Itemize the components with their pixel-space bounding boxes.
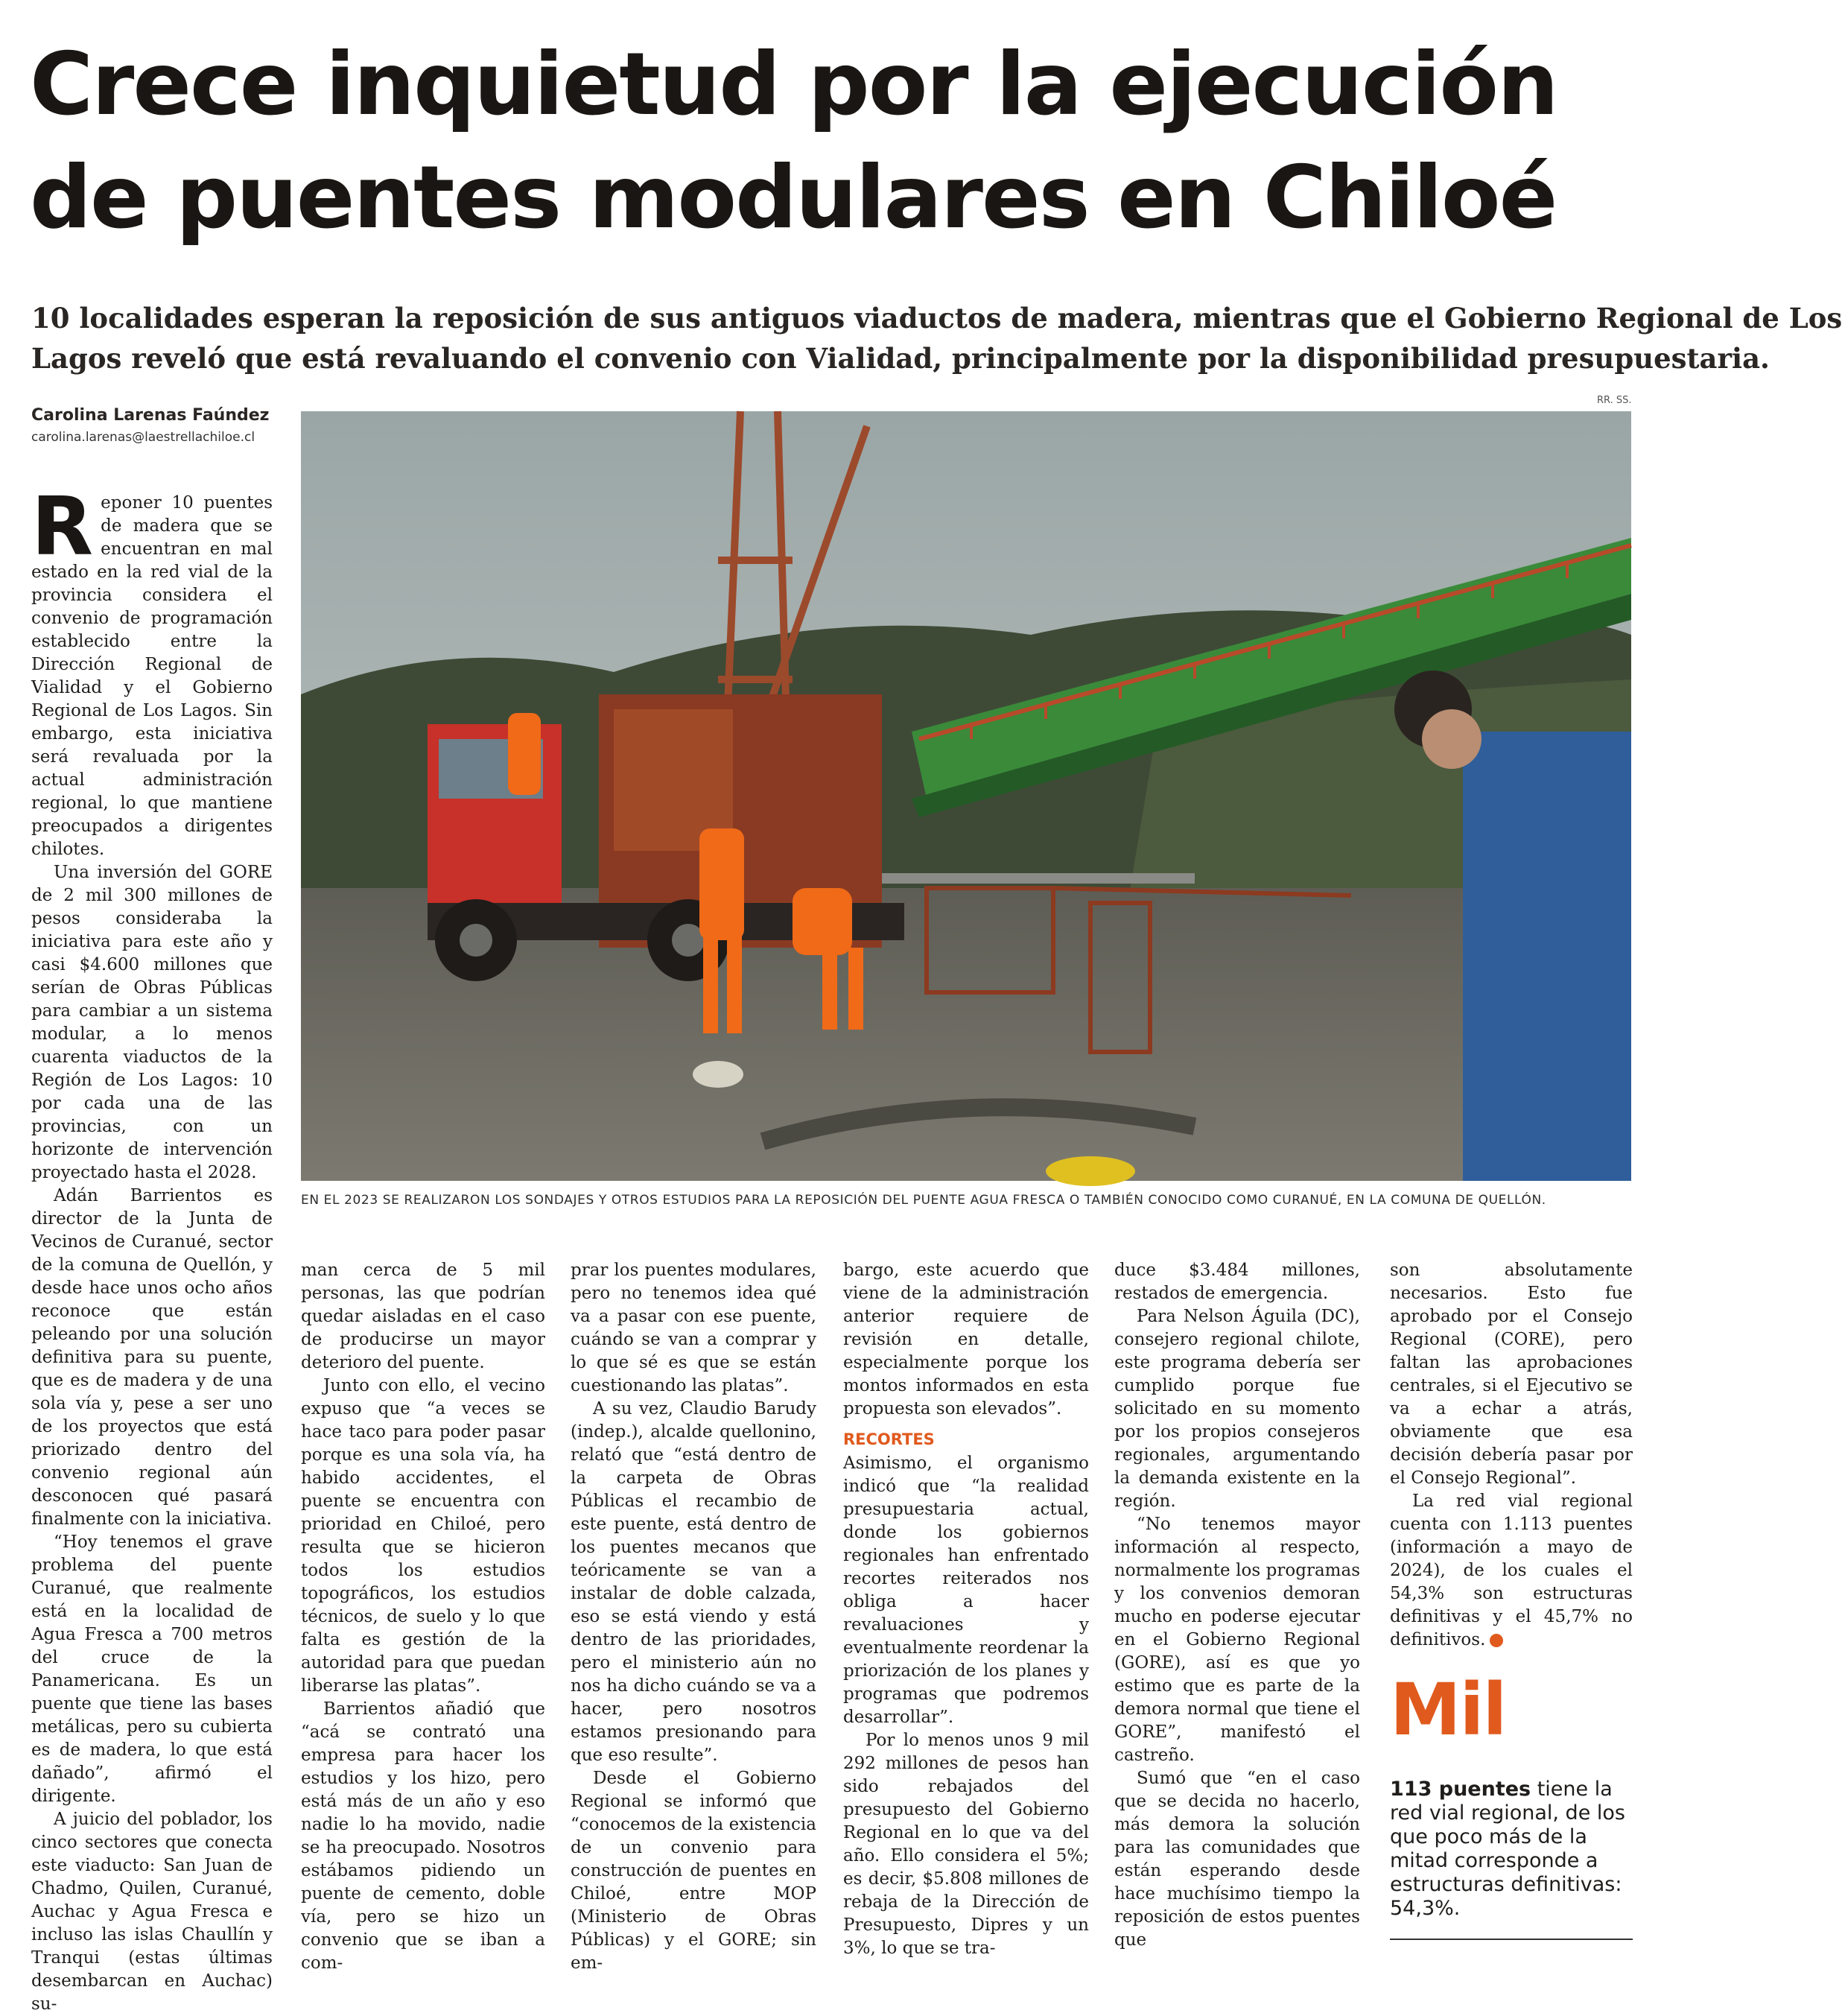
paragraph: duce $3.484 millones, restados de emergencia. [1114, 1261, 1360, 1303]
section-subhead: RECORTES [843, 1430, 935, 1448]
fact-box [1390, 1669, 1633, 1940]
paragraph: Desde el Gobierno Regional se informó que “conocemos de la existencia de un convenio para construcción de puentes en Chiloé, entre MOP (Ministerio de Obras Públicas) y el GORE; sin em- [571, 1769, 816, 1973]
headline-line-1: Crece inquietud por la ejecución [30, 34, 1557, 135]
paragraph: “Hoy tenemos el grave problema del puente Curanué, que realmente está en la localidad de Agua Fresca a 700 metros del cruce de la Panamericana. Es un puente que tiene las bases metálicas, pero su cubierta es de madera, lo que está dañado”, afirmó el dirigente. [31, 1532, 273, 1806]
paragraph: Asimismo, el organismo indicó que “la realidad presupuestaria actual, donde los gobiernos regionales han enfrentado recortes reiterados nos obliga a hacer revaluaciones y eventualmente reordenar la priorización de los planes y programas que podremos desarrollar”. [843, 1454, 1089, 1727]
fact-box-text: 113 puentes tiene la red vial regional, de los que poco más de la mitad corresponde a estructuras definitivas: 54,3%. [1390, 1778, 1625, 1920]
drop-cap: R [31, 481, 94, 574]
paragraph: bargo, este acuerdo que viene de la administración anterior requiere de revisión en detalle, especialmente porque los montos informados en esta propuesta son elevados”. [843, 1261, 1089, 1419]
article-column-5 [1114, 1259, 1360, 1952]
divider [1390, 1939, 1633, 1940]
fact-box-bold: 113 puentes [1390, 1778, 1531, 1801]
deck-subtitle [31, 298, 1842, 378]
paragraph: son absolutamente necesarios. Esto fue aprobado por el Consejo Regional (CORE), pero faltan las aprobaciones centrales, si el Ejecutivo se va a echar a atrás, obviamente que esa decisión debería pasar por el Consejo Regional”. [1390, 1261, 1633, 1488]
author-email: carolina.larenas@laestrellachiloe.cl [31, 430, 255, 445]
paragraph: prar los puentes modulares, pero no tenemos idea qué va a pasar con ese puente, cuándo se van a comprar y lo que sé es que se están cuestionando las platas”. [571, 1261, 816, 1395]
author-name: Carolina Larenas Faúndez [31, 406, 270, 425]
photo-caption: EN EL 2023 SE REALIZARON LOS SONDAJES Y OTROS ESTUDIOS PARA LA REPOSICIÓN DEL PUENTE AGUA FRESCA O TAMBIÉN CONOCIDO COMO CURANUÉ, EN LA COMUNA DE QUELLÓN. [301, 1193, 1546, 1208]
deck-line-2: Lagos reveló que está revaluando el convenio con Vialidad, principalmente por la disponibilidad presupuestaria. [31, 342, 1770, 375]
article-column-1 [31, 481, 273, 2016]
main-photo [301, 411, 1631, 1181]
paragraph: Barrientos añadió que “acá se contrató una empresa para hacer los estudios y los hizo, pero está más de un año y eso nadie lo ha movido, nadie se ha preocupado. Nosotros estábamos pidiendo un puente de cemento, doble vía, pero se hizo un convenio que se iban a com- [301, 1699, 545, 1973]
headline-line-2: de puentes modulares en Chiloé [30, 148, 1557, 248]
end-of-article-icon: ✪ [1490, 1634, 1503, 1647]
paragraph: Sumó que “en el caso que se decida no hacerlo, más demora la solución para las comunidades que están esperando desde hace muchísimo tiempo la reposición de estos puentes que [1114, 1769, 1360, 1950]
article-column-4 [843, 1259, 1089, 1960]
fact-box-figure: Mil [1390, 1668, 1506, 1752]
paragraph: A su vez, Claudio Barudy (indep.), alcalde quellonino, relató que “está dentro de la carpeta de Obras Públicas el recambio de este puente, está dentro de los puentes mecanos que teóricamente se van a instalar de doble calzada, eso se está viendo y está dentro de las prioridades, pero el ministerio aún no nos ha dicho cuándo se va a hacer, pero nosotros estamos presionando para que eso resulte”. [571, 1399, 816, 1765]
paragraph: La red vial regional cuenta con 1.113 puentes (información a mayo de 2024), de los cuales el 54,3% son estructuras definitivas y el 45,7% no definitivos. ✪ [1390, 1492, 1633, 1649]
paragraph: Reponer 10 puentes de madera que se encuentran en mal estado en la red vial de la provincia considera el convenio de programación establecido entre la Dirección Regional de Vialidad y el Gobierno Regional de Los Lagos. Sin embargo, esta iniciativa será revaluada por la actual administración regional, lo que mantiene preocupados a dirigentes chilotes. [31, 481, 273, 859]
paragraph: Para Nelson Águila (DC), consejero regional chilote, este programa debería ser cumplido porque fue solicitado en su momento por los propios consejeros regionales, argumentando la demanda existente en la región. [1114, 1307, 1360, 1511]
paragraph: Por lo menos unos 9 mil 292 millones de pesos han sido rebajados del presupuesto del Gobierno Regional en lo que va del año. Ello considera el 5%; es decir, $5.808 millones de rebaja de la Dirección de Presupuesto, Dipres y un 3%, lo que se tra- [843, 1731, 1089, 1958]
headline [30, 28, 1646, 255]
paragraph: Adán Barrientos es director de la Junta de Vecinos de Curanué, sector de la comuna de Quellón, y desde hace unos ocho años reconoce que están peleando por una solución definitiva para su puente, que es de madera y de una sola vía y, pese a ser uno de los proyectos que está priorizado dentro del convenio regional aún desconocen qué pasará finalmente con la iniciativa. [31, 1186, 273, 1529]
deck-line-1: 10 localidades esperan la reposición de sus antiguos viaductos de madera, mientras que el Gobierno Regional de Los [31, 302, 1842, 335]
photo-credit: RR. SS. [1597, 395, 1632, 406]
article-column-6 [1390, 1259, 1633, 1652]
drilling-rig-photo [301, 411, 1631, 1181]
article-column-2 [301, 1259, 545, 1975]
paragraph: Junto con ello, el vecino expuso que “a veces se hace taco para poder pasar porque es una sola vía, ha habido accidentes, el puente se encuentra con prioridad en Chiloé, pero resulta que se hicieron todos los estudios topográficos, los estudios técnicos, de suelo y lo que falta es gestión de la autoridad para que puedan liberarse las platas”. [301, 1376, 545, 1696]
paragraph: Una inversión del GORE de 2 mil 300 millones de pesos consideraba la iniciativa para este año y casi $4.600 millones que serían de Obras Públicas para cambiar a un sistema modular, a lo menos cuarenta viaductos de la Región de Los Lagos: 10 por cada una de las provincias, con un horizonte de intervención proyectado hasta el 2028. [31, 863, 273, 1182]
paragraph: man cerca de 5 mil personas, las que podrían quedar aisladas en el caso de producirse un mayor deterioro del puente. [301, 1261, 545, 1372]
byline [31, 404, 299, 447]
article-column-3 [571, 1259, 816, 1975]
paragraph: “No tenemos mayor información al respecto, normalmente los programas y los convenios demoran mucho en poderse ejecutar en el Gobierno Regional (GORE), así es que yo estimo que es parte de la demora normal que tiene el GORE”, manifestó el castreño. [1114, 1515, 1360, 1765]
paragraph: A juicio del poblador, los cinco sectores que conecta este viaducto: San Juan de Chadmo, Quilen, Curanué, Auchac y Agua Fresca e incluso las islas Chaullín y Tranqui (estas últimas desembarcan en Auchac) su- [31, 1810, 273, 2014]
